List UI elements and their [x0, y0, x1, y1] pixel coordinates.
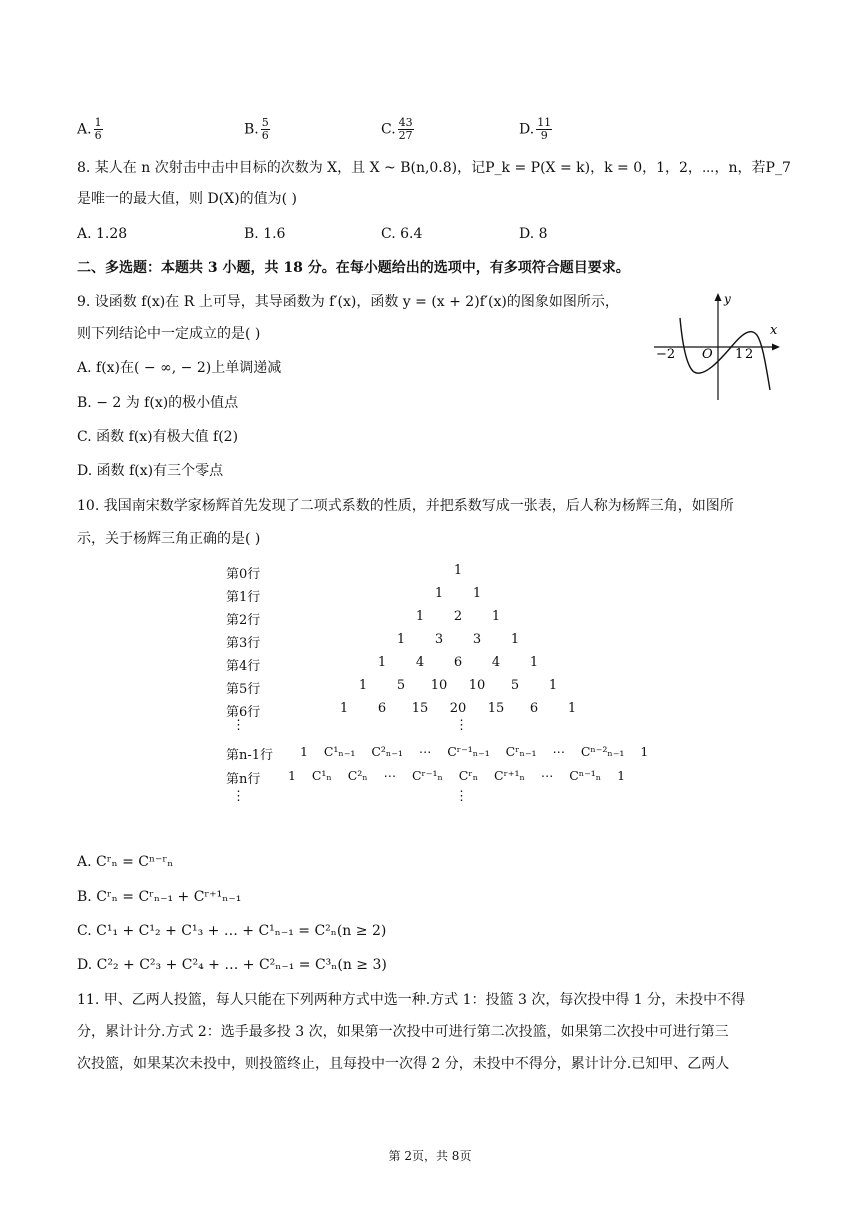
triangle-entry: 1: [491, 609, 501, 624]
q10-option-b: B. Cʳₙ = Cʳₙ₋₁ + Cʳ⁺¹ₙ₋₁: [77, 889, 242, 905]
graph-curve: [680, 318, 770, 390]
triangle-entry: 4: [415, 655, 425, 670]
triangle-mid-dots: ⋮: [455, 789, 468, 804]
triangle-entry: 2: [453, 609, 463, 624]
triangle-entry: 20: [449, 701, 467, 716]
y-axis-arrow: [715, 293, 722, 301]
row-label: 第3行: [226, 636, 261, 651]
triangle-entry: 5: [510, 678, 520, 693]
q9-stem-line2: 则下列结论中一定成立的是( ): [77, 326, 261, 342]
triangle-entry: 10: [468, 678, 486, 693]
q8-stem-line2: 是唯一的最大值，则 D(X)的值为( ): [77, 191, 297, 207]
origin-label: O: [702, 347, 713, 362]
row-label: 第4行: [226, 659, 261, 674]
triangle-entry: 6: [529, 701, 539, 716]
q9-option-a: A. f(x)在( − ∞, − 2)上单调递减: [77, 360, 282, 376]
q11-stem-line1: 11. 甲、乙两人投篮，每人只能在下列两种方式中选一种.方式 1：投篮 3 次，每次投中得 1 分，未投中不得: [77, 992, 746, 1008]
triangle-entry: 1: [529, 655, 539, 670]
y-axis-label: y: [724, 292, 731, 306]
q8-option-a: A. 1.28: [77, 226, 128, 242]
q8-option-d: D. 8: [519, 226, 548, 242]
q7-option-b: B. $\frac{5}{6}$: [244, 116, 269, 142]
x-axis-label: x: [770, 323, 778, 338]
q9-option-c: C. 函数 f(x)有极大值 f(2): [77, 429, 239, 445]
tick-2: 2: [745, 347, 754, 362]
triangle-entry: 1: [415, 609, 425, 624]
row-label: ⋮: [232, 789, 245, 804]
row-label: 第1行: [226, 590, 261, 605]
row-label: 第5行: [226, 682, 261, 697]
q10-option-c: C. C¹₁ + C¹₂ + C¹₃ + … + C¹ₙ₋₁ = C²ₙ(n ≥ 2): [77, 923, 387, 939]
triangle-entry: 1: [377, 655, 387, 670]
triangle-row-n: 1 C¹ₙ C²ₙ ⋯ Cʳ⁻¹ₙ Cʳₙ Cʳ⁺¹ₙ ⋯ Cⁿ⁻¹ₙ 1: [288, 768, 626, 783]
triangle-entry: 10: [430, 678, 448, 693]
q9-option-b: B. − 2 为 f(x)的极小值点: [77, 395, 239, 411]
q10-option-a: A. Cʳₙ = Cⁿ⁻ʳₙ: [77, 854, 174, 870]
q11-stem-line2: 分，累计计分.方式 2：选手最多投 3 次，如果第一次投中可进行第二次投篮，如果第二次投中可进行第三: [77, 1024, 729, 1040]
triangle-entry: 1: [510, 632, 520, 647]
row-label: 第0行: [226, 567, 261, 582]
triangle-entry: 15: [411, 701, 429, 716]
triangle-entry: 1: [396, 632, 406, 647]
page-footer: 第 2页，共 8页: [388, 1149, 472, 1163]
triangle-entry: 5: [396, 678, 406, 693]
triangle-entry: 15: [487, 701, 505, 716]
q7-option-a: A. $\frac{1}{6}$: [77, 116, 102, 142]
q7-option-d: D. $\frac{11}{9}$: [519, 116, 552, 142]
triangle-entry: 6: [377, 701, 387, 716]
q8-option-c: C. 6.4: [381, 226, 423, 242]
q10-stem-line2: 示，关于杨辉三角正确的是( ): [77, 531, 261, 547]
triangle-entry: 6: [453, 655, 463, 670]
q10-option-d: D. C²₂ + C²₃ + C²₄ + … + C²ₙ₋₁ = C³ₙ(n ≥ 3): [77, 957, 387, 973]
row-label: 第2行: [226, 613, 261, 628]
triangle-entry: 3: [434, 632, 444, 647]
q10-stem-line1: 10. 我国南宋数学家杨辉首先发现了二项式系数的性质，并把系数写成一张表，后人称为杨辉三角，如图所: [77, 498, 734, 514]
tick-neg2: −2: [656, 347, 676, 362]
triangle-entry: 1: [472, 586, 482, 601]
triangle-entry: 1: [548, 678, 558, 693]
q9-stem-line1: 9. 设函数 f(x)在 R 上可导，其导函数为 f′(x)，函数 y = (x + 2)f′(x)的图象如图所示，: [77, 294, 619, 310]
q8-option-b: B. 1.6: [244, 226, 286, 242]
q7-option-c: C. $\frac{43}{27}$: [381, 116, 413, 142]
triangle-mid-dots: ⋮: [455, 718, 468, 733]
triangle-entry: 1: [567, 701, 577, 716]
row-label: 第n行: [226, 772, 261, 787]
q8-stem-line1: 8. 某人在 n 次射击中击中目标的次数为 X，且 X ~ B(n,0.8)，记P_k = P(X = k)，k = 0，1，2，⋯，n，若P_7: [77, 160, 791, 176]
triangle-entry: 4: [491, 655, 501, 670]
triangle-entry: 1: [434, 586, 444, 601]
q9-derivative-graph: [652, 288, 787, 403]
triangle-row-n-minus-1: 1 C¹ₙ₋₁ C²ₙ₋₁ ⋯ Cʳ⁻¹ₙ₋₁ Cʳₙ₋₁ ⋯ Cⁿ⁻²ₙ₋₁ 1: [300, 744, 649, 759]
section-heading-multiple-choice: 二、多选题：本题共 3 小题，共 18 分。在每小题给出的选项中，有多项符合题目要求。: [77, 260, 630, 276]
triangle-entry: 1: [358, 678, 368, 693]
triangle-entry: 1: [453, 563, 463, 578]
row-label: 第6行: [226, 705, 261, 720]
row-label: 第n-1行: [226, 748, 274, 763]
row-label: ⋮: [232, 718, 245, 733]
q9-option-d: D. 函数 f(x)有三个零点: [77, 463, 224, 479]
tick-1: 1: [735, 347, 744, 362]
triangle-entry: 1: [339, 701, 349, 716]
q11-stem-line3: 次投篮，如果某次未投中，则投篮终止，且每投中一次得 2 分，未投中不得分，累计计分.已知甲、乙两人: [77, 1056, 730, 1072]
x-axis-arrow: [772, 344, 780, 351]
triangle-entry: 3: [472, 632, 482, 647]
